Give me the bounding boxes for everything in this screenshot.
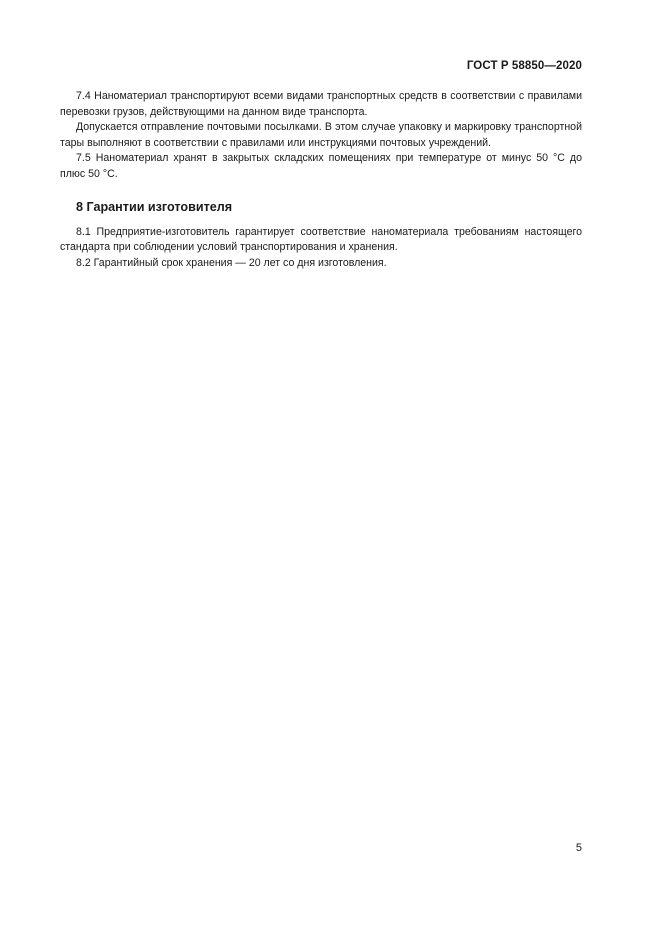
paragraph-7-5: 7.5 Наноматериал хранят в закрытых складских помещениях при температуре от минус 50 °С до плюс 50 °С. [60,152,582,180]
page-number: 5 [575,842,582,854]
paragraph-7-4: 7.4 Наноматериал транспортируют всеми видами транспортных средств в соответствии с правилами перевозки грузов, действующими на данном виде транспорта. [60,90,582,118]
page-content [60,89,582,271]
section-heading-8: 8 Гарантии изготовителя [76,199,233,214]
paragraph-postal: Допускается отправление почтовыми посылками. В этом случае упаковку и маркировку транспортной тары выполняют в соответствии с правилами или инструкциями почтовых учреждений. [60,121,582,149]
paragraph-8-2: 8.2 Гарантийный срок хранения — 20 лет со дня изготовления. [76,256,387,269]
document-code: ГОСТ Р 58850—2020 [466,60,582,72]
paragraph-8-1: 8.1 Предприятие-изготовитель гарантирует соответствие наноматериала требованиям настоящего стандарта при соблюдении условий транспортирования и хранения. [60,225,582,254]
